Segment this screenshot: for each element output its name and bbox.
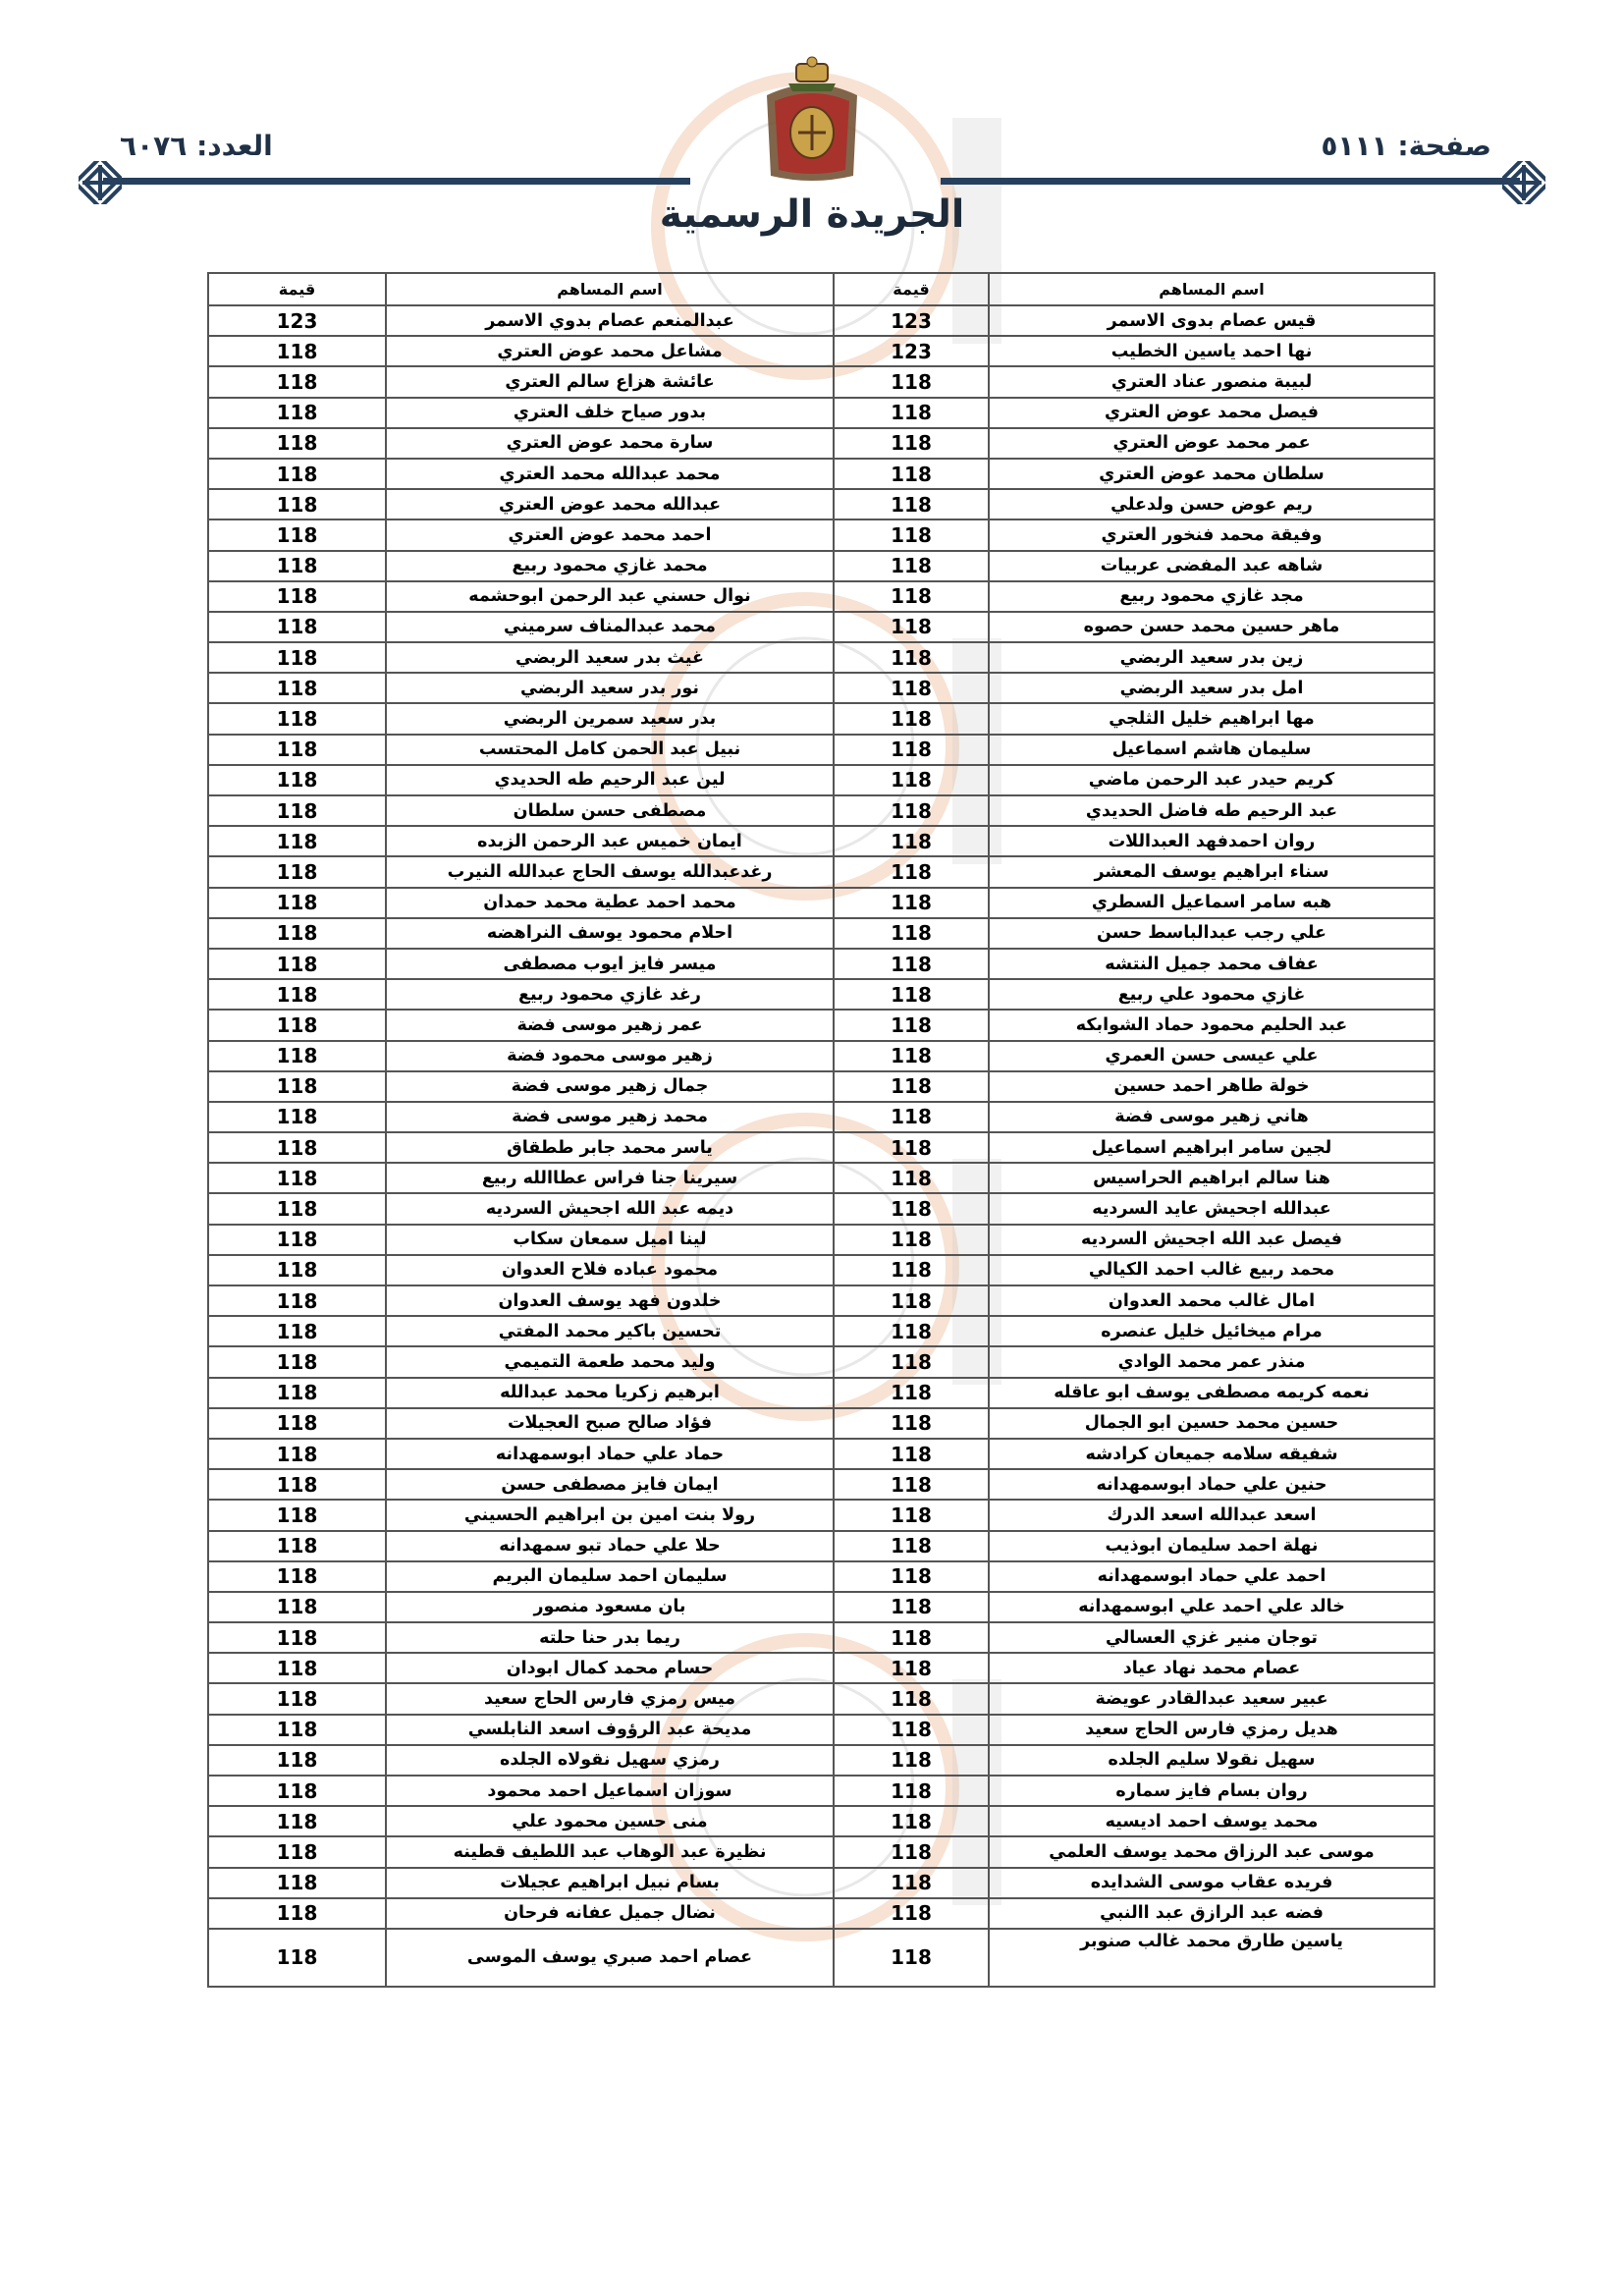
value-cell: 118: [208, 489, 386, 519]
name-cell: عبدالمنعم عصام بدوي الاسمر: [386, 305, 834, 336]
name-cell: مشاعل محمد عوض العتري: [386, 336, 834, 366]
value-cell: 118: [208, 366, 386, 397]
name-cell: لينا اميل سمعان سكاب: [386, 1225, 834, 1255]
coat-of-arms-icon: [759, 56, 865, 186]
value-cell: 118: [208, 1316, 386, 1346]
value-cell: 118: [208, 979, 386, 1010]
value-cell: 118: [208, 1561, 386, 1592]
table-row: [208, 1225, 1435, 1255]
table-row: [208, 336, 1435, 366]
name-cell: نبيل عبد الحمن كامل المحتسب: [386, 735, 834, 765]
table-row: [208, 979, 1435, 1010]
value-cell: 118: [208, 1715, 386, 1745]
name-cell: شفيقه سلامه جميعان كرادشه: [989, 1439, 1435, 1469]
name-cell: محمد عبدالمناف سرميني: [386, 612, 834, 642]
name-cell: ابرهيم زكريا محمد عبدالله: [386, 1378, 834, 1408]
name-cell: علي عيسى حسن العمري: [989, 1041, 1435, 1071]
table-row: [208, 1316, 1435, 1346]
name-cell: تحسين باكير محمد المفتي: [386, 1316, 834, 1346]
name-cell: سليمان هاشم اسماعيل: [989, 735, 1435, 765]
value-cell: 118: [208, 1041, 386, 1071]
value-cell: 118: [208, 1071, 386, 1102]
value-cell: 118: [208, 581, 386, 612]
table-row: [208, 856, 1435, 887]
name-cell: قيس عصام بدوى الاسمر: [989, 305, 1435, 336]
name-cell: موسى عبد الرزاق محمد يوسف العلمي: [989, 1836, 1435, 1867]
table-row: [208, 1715, 1435, 1745]
value-cell: 118: [834, 642, 989, 673]
name-cell: خلدون فهد يوسف العدوان: [386, 1285, 834, 1316]
table-row: [208, 1132, 1435, 1163]
value-cell: 118: [208, 735, 386, 765]
table-row: [208, 1622, 1435, 1653]
name-cell: روان احمدفهد العبداللات: [989, 826, 1435, 856]
value-cell: 118: [208, 519, 386, 550]
table-row: [208, 1806, 1435, 1836]
name-cell: عائشة هزاع سالم العتري: [386, 366, 834, 397]
name-cell: روان بسام فايز سماره: [989, 1776, 1435, 1806]
name-cell: خولة طاهر احمد حسين: [989, 1071, 1435, 1102]
name-cell: مصطفى حسن سلطان: [386, 795, 834, 826]
name-cell: توجان منير غزي العسالي: [989, 1622, 1435, 1653]
name-cell: ميس رمزي فارس الحاج سعيد: [386, 1683, 834, 1714]
value-cell: 118: [208, 949, 386, 979]
value-cell: 118: [208, 703, 386, 734]
name-cell: سلطان محمد عوض العتري: [989, 459, 1435, 489]
name-cell: فريده عقاب موسى الشدايده: [989, 1868, 1435, 1898]
value-cell: 118: [208, 1439, 386, 1469]
table-row: [208, 551, 1435, 581]
value-cell: 118: [208, 673, 386, 703]
value-cell: 118: [834, 735, 989, 765]
name-cell: بسام نبيل ابراهيم عجيلات: [386, 1868, 834, 1898]
column-header-name: اسم المساهم: [989, 273, 1435, 305]
value-cell: 118: [208, 1163, 386, 1193]
value-cell: 123: [834, 305, 989, 336]
value-cell: 118: [834, 1898, 989, 1929]
value-cell: 118: [834, 1806, 989, 1836]
value-cell: 118: [834, 1316, 989, 1346]
value-cell: 118: [208, 765, 386, 795]
table-row: [208, 1683, 1435, 1714]
value-cell: 118: [834, 979, 989, 1010]
value-cell: 118: [834, 428, 989, 459]
column-header-value: قيمة: [208, 273, 386, 305]
value-cell: 118: [834, 366, 989, 397]
name-cell: جمال زهير موسى فضة: [386, 1071, 834, 1102]
name-cell: عصام احمد صبري يوسف الموسى: [386, 1929, 834, 1987]
value-cell: 118: [834, 1622, 989, 1653]
name-cell: هنا سالم ابراهيم الحراسيس: [989, 1163, 1435, 1193]
table-row: [208, 1836, 1435, 1867]
table-header-row: [208, 273, 1435, 305]
table-row: [208, 1163, 1435, 1193]
value-cell: 118: [208, 1929, 386, 1987]
value-cell: 118: [208, 1531, 386, 1561]
value-cell: 118: [834, 918, 989, 949]
name-cell: منذر عمر محمد الوادي: [989, 1346, 1435, 1377]
name-cell: غيث بدر سعيد الربضي: [386, 642, 834, 673]
name-cell: احمد محمد عوض العتري: [386, 519, 834, 550]
value-cell: 118: [208, 1225, 386, 1255]
table-row: [208, 1041, 1435, 1071]
table-row: [208, 581, 1435, 612]
name-cell: محمد ربيع غالب احمد الكيالي: [989, 1255, 1435, 1285]
name-cell: بدر سعيد سمرين الربضي: [386, 703, 834, 734]
value-cell: 118: [834, 489, 989, 519]
value-cell: 118: [834, 551, 989, 581]
value-cell: 118: [834, 1469, 989, 1500]
table-row: [208, 1346, 1435, 1377]
header-rule-left: [103, 178, 690, 185]
name-cell: ميسر فايز ايوب مصطفى: [386, 949, 834, 979]
name-cell: بدور صياح خلف العتري: [386, 398, 834, 428]
value-cell: 118: [834, 1776, 989, 1806]
value-cell: 118: [208, 1102, 386, 1132]
name-cell: حماد علي حماد ابوسمهدانه: [386, 1439, 834, 1469]
name-cell: ريما بدر حنا حلته: [386, 1622, 834, 1653]
name-cell: فيصل عبد الله اجحيش السرديه: [989, 1225, 1435, 1255]
column-header-value: قيمة: [834, 273, 989, 305]
name-cell: محمد عبدالله محمد العتري: [386, 459, 834, 489]
name-cell: عبدالله محمد عوض العتري: [386, 489, 834, 519]
table-row: [208, 673, 1435, 703]
table-row: [208, 765, 1435, 795]
value-cell: 118: [208, 612, 386, 642]
value-cell: 118: [834, 1868, 989, 1898]
value-cell: 118: [834, 1163, 989, 1193]
table-row: [208, 1071, 1435, 1102]
value-cell: 118: [834, 1346, 989, 1377]
value-cell: 118: [208, 1469, 386, 1500]
value-cell: 118: [208, 918, 386, 949]
name-cell: احلام محمود يوسف النراهضه: [386, 918, 834, 949]
value-cell: 118: [208, 1500, 386, 1530]
value-cell: 118: [834, 1745, 989, 1776]
name-cell: امال غالب محمد العدوان: [989, 1285, 1435, 1316]
value-cell: 118: [208, 1132, 386, 1163]
table-row: [208, 366, 1435, 397]
value-cell: 118: [834, 1683, 989, 1714]
name-cell: سارة محمد عوض العتري: [386, 428, 834, 459]
value-cell: 118: [208, 1776, 386, 1806]
value-cell: 118: [208, 428, 386, 459]
table-row: [208, 1653, 1435, 1683]
name-cell: عفاف محمد جميل النتشه: [989, 949, 1435, 979]
name-cell: محمد احمد عطية محمد حمدان: [386, 888, 834, 918]
value-cell: 118: [834, 673, 989, 703]
name-cell: حسام محمد كمال ابودان: [386, 1653, 834, 1683]
value-cell: 118: [208, 1653, 386, 1683]
table-row: [208, 1592, 1435, 1622]
name-cell: كريم حيدر عبد الرحمن ماضي: [989, 765, 1435, 795]
table-row: [208, 1439, 1435, 1469]
table-row: [208, 795, 1435, 826]
name-cell: خالد علي احمد علي ابوسمهدانه: [989, 1592, 1435, 1622]
name-cell: حلا علي حماد تبو سمهدانه: [386, 1531, 834, 1561]
name-cell: فضه عبد الرازق عبد االنبي: [989, 1898, 1435, 1929]
value-cell: 118: [834, 612, 989, 642]
table-row: [208, 1469, 1435, 1500]
name-cell: عبد الحليم محمود حماد الشوابكه: [989, 1010, 1435, 1040]
table-row: [208, 1255, 1435, 1285]
table-row: [208, 918, 1435, 949]
value-cell: 118: [208, 1592, 386, 1622]
value-cell: 118: [834, 703, 989, 734]
name-cell: غازي محمود علي ربيع: [989, 979, 1435, 1010]
name-cell: عمر زهير موسى فضة: [386, 1010, 834, 1040]
table-row: [208, 703, 1435, 734]
name-cell: ديمه عبد الله اجحيش السرديه: [386, 1193, 834, 1224]
value-cell: 118: [208, 551, 386, 581]
table-row: [208, 1285, 1435, 1316]
table-row: [208, 1378, 1435, 1408]
name-cell: عصام محمد نهاد عياد: [989, 1653, 1435, 1683]
name-cell: نضال جميل عفانه فرحان: [386, 1898, 834, 1929]
value-cell: 118: [834, 1255, 989, 1285]
name-cell: مرام ميخائيل خليل عنصره: [989, 1316, 1435, 1346]
value-cell: 118: [834, 1010, 989, 1040]
table-row: [208, 398, 1435, 428]
value-cell: 123: [834, 336, 989, 366]
name-cell: عمر محمد عوض العتري: [989, 428, 1435, 459]
name-cell: شاهه عبد المفضى عربيات: [989, 551, 1435, 581]
value-cell: 118: [834, 1592, 989, 1622]
table-row: [208, 519, 1435, 550]
name-cell: لبيبة منصور عناد العتري: [989, 366, 1435, 397]
name-cell: سوزان اسماعيل احمد محمود: [386, 1776, 834, 1806]
name-cell: محمد يوسف احمد اديسيه: [989, 1806, 1435, 1836]
name-cell: زين بدر سعيد الربضي: [989, 642, 1435, 673]
table-row: [208, 1408, 1435, 1439]
name-cell: محمود عباده فلاح العدوان: [386, 1255, 834, 1285]
value-cell: 118: [208, 1745, 386, 1776]
name-cell: نوال حسني عبد الرحمن ابوحشمه: [386, 581, 834, 612]
name-cell: حنين علي حماد ابوسمهدانه: [989, 1469, 1435, 1500]
issue-number: العدد: ٦٠٧٦: [120, 130, 273, 162]
name-cell: لين عبد الرحيم طه الحديدي: [386, 765, 834, 795]
name-cell: وفيقة محمد فنخور العتري: [989, 519, 1435, 550]
table-row: [208, 1776, 1435, 1806]
name-cell: رغدعبدالله يوسف الحاج عبدالله النيرب: [386, 856, 834, 887]
name-cell: محمد زهير موسى فضة: [386, 1102, 834, 1132]
value-cell: 118: [208, 1193, 386, 1224]
value-cell: 118: [208, 642, 386, 673]
value-cell: 118: [834, 1439, 989, 1469]
table-row: [208, 1929, 1435, 1987]
value-cell: 118: [208, 1010, 386, 1040]
name-cell: رولا بنت امين بن ابراهيم الحسيني: [386, 1500, 834, 1530]
name-cell: ريم عوض حسن ولدعلي: [989, 489, 1435, 519]
table-row: [208, 1898, 1435, 1929]
name-cell: لجين سامر ابراهيم اسماعيل: [989, 1132, 1435, 1163]
name-cell: عبير سعيد عبدالقادر عويضة: [989, 1683, 1435, 1714]
name-cell: ياسر محمد جابر ططقاق: [386, 1132, 834, 1163]
value-cell: 118: [834, 398, 989, 428]
value-cell: 118: [208, 336, 386, 366]
table-row: [208, 1102, 1435, 1132]
value-cell: 118: [834, 888, 989, 918]
table-row: [208, 459, 1435, 489]
value-cell: 118: [208, 856, 386, 887]
name-cell: عبد الرحيم طه فاضل الحديدي: [989, 795, 1435, 826]
value-cell: 118: [834, 1071, 989, 1102]
name-cell: نعمه كريمه مصطفى يوسف ابو عاقله: [989, 1378, 1435, 1408]
shareholders-table: [207, 272, 1435, 1988]
table-row: [208, 1193, 1435, 1224]
value-cell: 118: [834, 1285, 989, 1316]
table-row: [208, 1500, 1435, 1530]
table-row: [208, 1010, 1435, 1040]
name-cell: نها احمد ياسين الخطيب: [989, 336, 1435, 366]
value-cell: 118: [208, 1683, 386, 1714]
table-row: [208, 888, 1435, 918]
name-cell: مديحة عبد الرؤوف اسعد النابلسي: [386, 1715, 834, 1745]
value-cell: 118: [834, 795, 989, 826]
value-cell: 118: [834, 1531, 989, 1561]
value-cell: 118: [834, 1408, 989, 1439]
table-row: [208, 1531, 1435, 1561]
name-cell: فؤاد صالح صبح العجيلات: [386, 1408, 834, 1439]
value-cell: 118: [208, 1285, 386, 1316]
name-cell: نهلة احمد سليمان ابوذيب: [989, 1531, 1435, 1561]
name-cell: بان مسعود منصور: [386, 1592, 834, 1622]
name-cell: رمزي سهيل نقولاه الجلده: [386, 1745, 834, 1776]
name-cell: منى حسين محمود علي: [386, 1806, 834, 1836]
value-cell: 118: [834, 1929, 989, 1987]
value-cell: 118: [208, 888, 386, 918]
name-cell: رغد غازي محمود ربيع: [386, 979, 834, 1010]
table-row: [208, 1868, 1435, 1898]
name-cell: احمد علي حماد ابوسمهدانه: [989, 1561, 1435, 1592]
value-cell: 118: [208, 1836, 386, 1867]
table-row: [208, 735, 1435, 765]
value-cell: 118: [834, 1102, 989, 1132]
name-cell: هبه سامر اسماعيل السطري: [989, 888, 1435, 918]
name-cell: ايمان فايز مصطفى حسن: [386, 1469, 834, 1500]
name-cell: مها ابراهيم خليل الثلجي: [989, 703, 1435, 734]
name-cell: عبدالله اجحيش عايد السرديه: [989, 1193, 1435, 1224]
name-cell: هديل رمزي فارس الحاج سعيد: [989, 1715, 1435, 1745]
name-cell: زهير موسى محمود فضة: [386, 1041, 834, 1071]
value-cell: 118: [834, 1225, 989, 1255]
name-cell: هاني زهير موسى فضة: [989, 1102, 1435, 1132]
table-row: [208, 489, 1435, 519]
table-row: [208, 1745, 1435, 1776]
value-cell: 118: [208, 826, 386, 856]
name-cell: ياسين طارق محمد غالب صنوبر: [989, 1929, 1435, 1987]
value-cell: 118: [208, 1622, 386, 1653]
name-cell: ايمان خميس عبد الرحمن الزبده: [386, 826, 834, 856]
name-cell: نظيرة عبد الوهاب عبد اللطيف قطينه: [386, 1836, 834, 1867]
name-cell: علي رجب عبدالباسط حسن: [989, 918, 1435, 949]
name-cell: وليد محمد طعمة التميمي: [386, 1346, 834, 1377]
table-row: [208, 642, 1435, 673]
value-cell: 118: [208, 1378, 386, 1408]
name-cell: سيرينا جنا فراس عطاالله ربيع: [386, 1163, 834, 1193]
value-cell: 118: [834, 765, 989, 795]
table-row: [208, 428, 1435, 459]
name-cell: مجد غازي محمود ربيع: [989, 581, 1435, 612]
value-cell: 118: [208, 1898, 386, 1929]
name-cell: اسعد عبدالله اسعد الدرك: [989, 1500, 1435, 1530]
column-header-name: اسم المساهم: [386, 273, 834, 305]
value-cell: 123: [208, 305, 386, 336]
value-cell: 118: [834, 1653, 989, 1683]
value-cell: 118: [208, 1408, 386, 1439]
table-row: [208, 612, 1435, 642]
table-row: [208, 949, 1435, 979]
value-cell: 118: [834, 1500, 989, 1530]
value-cell: 118: [834, 1378, 989, 1408]
value-cell: 118: [834, 581, 989, 612]
name-cell: سناء ابراهيم يوسف المعشر: [989, 856, 1435, 887]
value-cell: 118: [834, 1561, 989, 1592]
name-cell: سهيل نقولا سليم الجلده: [989, 1745, 1435, 1776]
value-cell: 118: [208, 1868, 386, 1898]
name-cell: نور بدر سعيد الربضي: [386, 673, 834, 703]
name-cell: امل بدر سعيد الربضي: [989, 673, 1435, 703]
table-row: [208, 1561, 1435, 1592]
name-cell: فيصل محمد عوض العتري: [989, 398, 1435, 428]
value-cell: 118: [208, 795, 386, 826]
table-row: [208, 826, 1435, 856]
value-cell: 118: [834, 856, 989, 887]
value-cell: 118: [834, 826, 989, 856]
name-cell: سليمان احمد سليمان البريم: [386, 1561, 834, 1592]
value-cell: 118: [834, 1836, 989, 1867]
page-number: صفحة: ٥١١١: [1321, 130, 1491, 162]
value-cell: 118: [208, 398, 386, 428]
value-cell: 118: [834, 1041, 989, 1071]
value-cell: 118: [208, 1255, 386, 1285]
value-cell: 118: [208, 1346, 386, 1377]
name-cell: محمد غازي محمود ربيع: [386, 551, 834, 581]
value-cell: 118: [208, 459, 386, 489]
value-cell: 118: [834, 1132, 989, 1163]
value-cell: 118: [834, 519, 989, 550]
name-cell: حسين محمد حسين ابو الجمال: [989, 1408, 1435, 1439]
value-cell: 118: [834, 1715, 989, 1745]
table-row: [208, 305, 1435, 336]
header-rule-right: [941, 178, 1520, 185]
value-cell: 118: [834, 1193, 989, 1224]
value-cell: 118: [834, 949, 989, 979]
value-cell: 118: [834, 459, 989, 489]
name-cell: ماهر حسين محمد حسن حصوه: [989, 612, 1435, 642]
value-cell: 118: [208, 1806, 386, 1836]
gazette-title: الجريدة الرسمية: [659, 192, 965, 237]
